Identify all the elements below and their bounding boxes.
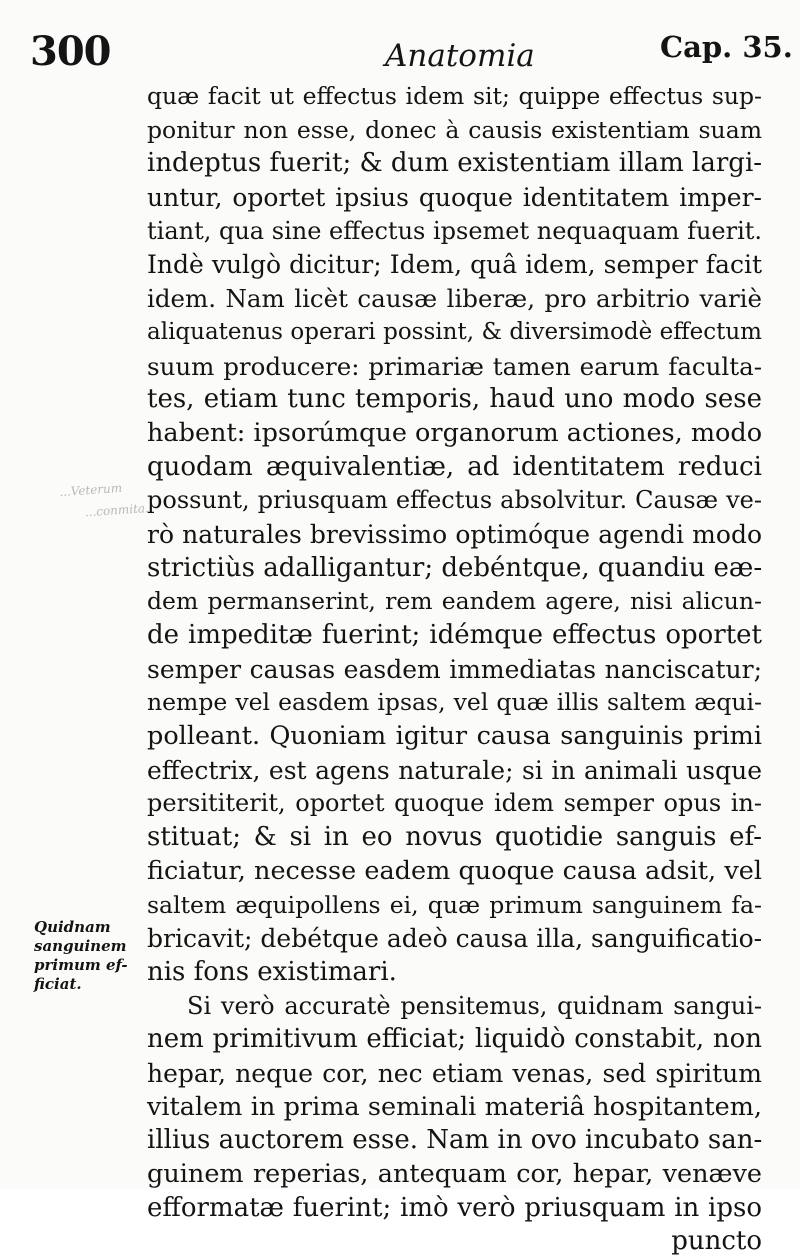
text-line: stituat; & si in eo novus quotidie sanguis ef-: [147, 822, 762, 853]
text-line: semper causas easdem immediatas nanciscatur;: [147, 654, 762, 684]
margin-note: [34, 918, 146, 994]
text-line: quodam æquivalentiæ, ad identitatem reduci: [147, 451, 762, 482]
text-line: tes, etiam tunc temporis, haud uno modo sese: [147, 384, 762, 415]
text-line: aliquatenus operari possint, & diversimodè effectum: [147, 318, 762, 345]
text-line: vitalem in prima seminali materiâ hospitantem,: [147, 1091, 762, 1122]
bleed-through-text: [59, 475, 152, 525]
margin-note-line: Quidnam: [34, 918, 111, 936]
text-line: illius auctorem esse. Nam in ovo incubato san-: [147, 1125, 763, 1156]
bleed-line: ...Veterum: [58, 480, 123, 500]
text-line: quæ facit ut effectus idem sit; quippe effectus sup-: [147, 82, 762, 110]
text-line: persititerit, oportet quoque idem semper opus in-: [147, 789, 762, 818]
page-number: 300: [30, 28, 111, 75]
text-line: nem primitivum efficiat; liquidò constabit, non: [147, 1024, 762, 1055]
text-line: indeptus fuerit; & dum existentiam illam largi-: [147, 148, 763, 179]
text-line: efformatæ fuerint; imò verò priusquam in ipso: [147, 1192, 762, 1223]
bleed-line: ...conmita.: [84, 500, 150, 520]
text-line: nempe vel easdem ipsas, vel quæ illis saltem æqui-: [147, 688, 762, 717]
text-line: nis fons existimari.: [147, 956, 397, 987]
text-line: tiant, qua sine effectus ipsemet nequaquam fuerit.: [147, 216, 763, 245]
text-line: untur, oportet ipsius quoque identitatem imper-: [147, 183, 762, 213]
text-line: Indè vulgò dicitur; Idem, quâ idem, semper facit: [147, 250, 762, 280]
text-line: ficiatur, necesse eadem quoque causa adsit, vel: [147, 855, 762, 886]
margin-note-line: ficiat.: [34, 975, 82, 993]
text-line: idem. Nam licèt causæ liberæ, pro arbitrio variè: [147, 284, 762, 314]
text-line: de impeditæ fuerint; idémque effectus oportet: [147, 620, 762, 650]
margin-note-line: sanguinem: [34, 937, 127, 955]
body-text: [147, 80, 762, 1259]
text-line: habent: ipsorúmque organorum actiones, modo: [147, 417, 763, 448]
text-line: dem permanserint, rem eandem agere, nisi alicun-: [147, 587, 762, 616]
text-line: ponitur non esse, donec à causis existentiam suam: [147, 115, 762, 144]
running-head: Anatomia: [385, 38, 535, 74]
chapter-marker: Cap. 35.: [660, 30, 793, 64]
margin-note-line: primum ef-: [34, 956, 128, 974]
text-line: hepar, neque cor, nec etiam venas, sed spiritum: [147, 1058, 762, 1088]
text-line: saltem æquipollens ei, quæ primum sanguinem fa-: [147, 890, 762, 919]
text-line: rò naturales brevissimo optimóque agendi modo: [147, 519, 762, 549]
catchword: puncto: [671, 1226, 762, 1257]
text-line: bricavit; debétque adeò causa illa, sanguificatio-: [147, 924, 763, 954]
text-line: guinem reperias, antequam cor, hepar, venæve: [147, 1159, 762, 1189]
text-line: strictiùs adalligantur; debéntque, quandiu eæ-: [147, 552, 763, 583]
text-line: effectrix, est agens naturale; si in animali usque: [147, 755, 762, 785]
text-line: polleant. Quoniam igitur causa sanguinis primi: [147, 721, 762, 752]
text-line: suum producere: primariæ tamen earum faculta-: [147, 351, 762, 381]
text-line: possunt, priusquam effectus absolvitur. Causæ ve-: [147, 486, 762, 515]
text-line: Si verò accuratè pensitemus, quidnam sangui-: [187, 991, 762, 1020]
